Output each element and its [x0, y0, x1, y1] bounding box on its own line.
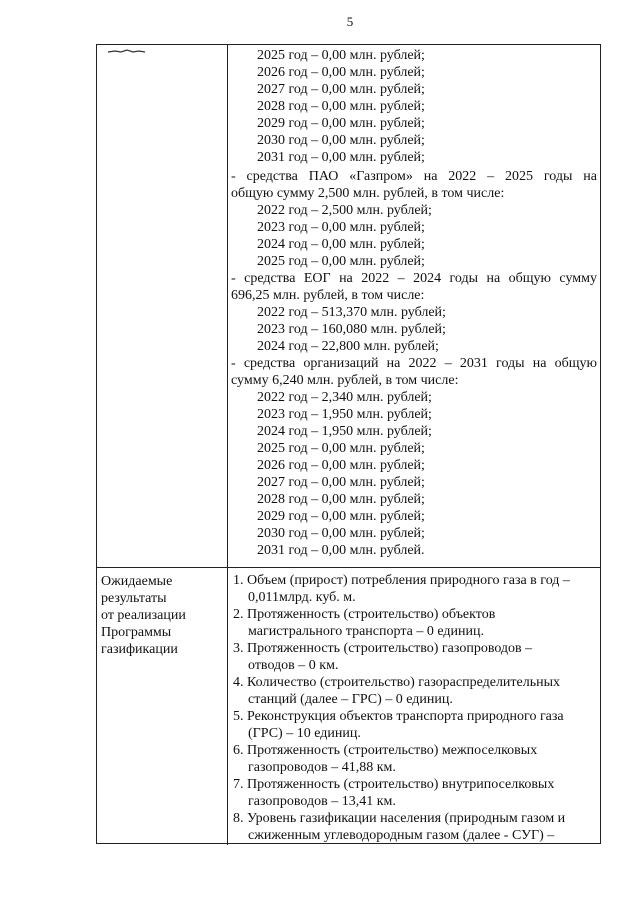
- eog-intro-line-2: 696,25 млн. рублей, в том числе:: [231, 288, 425, 303]
- result-item-line: 7. Протяженность (строительство) внутрипоселковых: [233, 777, 555, 792]
- result-item-line: 6. Протяженность (строительство) межпоселковых: [233, 743, 538, 758]
- funding-year-line: 2023 год – 160,080 млн. рублей;: [257, 322, 446, 337]
- page-number: 5: [346, 14, 354, 29]
- results-label-line: газификации: [101, 642, 178, 657]
- gazprom-intro-line-1: - средства ПАО «Газпром» на 2022 – 2025 годы на: [231, 169, 597, 184]
- gazprom-intro-line-2: общую сумму 2,500 млн. рублей, в том числе:: [231, 186, 505, 201]
- funding-year-line: 2024 год – 1,950 млн. рублей;: [257, 424, 432, 439]
- result-item-continuation: магистрального транспорта – 0 единиц.: [248, 624, 484, 639]
- funding-year-line: 2023 год – 1,950 млн. рублей;: [257, 407, 432, 422]
- funding-year-line: 2028 год – 0,00 млн. рублей;: [257, 99, 425, 114]
- funding-year-line: 2022 год – 2,340 млн. рублей;: [257, 390, 432, 405]
- funding-label-cell: [97, 45, 227, 567]
- result-item-line: 4. Количество (строительство) газораспределительных: [233, 675, 561, 690]
- funding-year-line: 2026 год – 0,00 млн. рублей;: [257, 65, 425, 80]
- funding-year-line: 2024 год – 22,800 млн. рублей;: [257, 339, 439, 354]
- eog-intro-line-1: - средства ЕОГ на 2022 – 2024 годы на общую сумму: [231, 271, 597, 286]
- results-label-line: Программы: [101, 625, 172, 640]
- result-item-line: 1. Объем (прирост) потребления природного газа в год –: [233, 573, 570, 588]
- funding-year-line: 2031 год – 0,00 млн. рублей;: [257, 150, 425, 165]
- funding-year-line: 2025 год – 0,00 млн. рублей;: [257, 254, 425, 269]
- funding-year-line: 2027 год – 0,00 млн. рублей;: [257, 475, 425, 490]
- results-label-cell: [97, 568, 227, 845]
- result-item-line: 3. Протяженность (строительство) газопроводов –: [233, 641, 533, 656]
- funding-year-line: 2025 год – 0,00 млн. рублей;: [257, 441, 425, 456]
- results-row: [97, 568, 600, 845]
- result-item-continuation: (ГРС) – 10 единиц.: [248, 726, 361, 741]
- funding-year-line: 2029 год – 0,00 млн. рублей;: [257, 509, 425, 524]
- result-item-continuation: 0,011млрд. куб. м.: [248, 590, 356, 605]
- org-intro-line-2: сумму 6,240 млн. рублей, в том числе:: [231, 373, 459, 388]
- passport-table: [96, 44, 601, 844]
- result-item-continuation: газопроводов – 13,41 км.: [248, 794, 396, 809]
- funding-year-line: 2022 год – 2,500 млн. рублей;: [257, 203, 432, 218]
- results-label-line: результаты: [101, 591, 167, 606]
- funding-year-line: 2030 год – 0,00 млн. рублей;: [257, 133, 425, 148]
- funding-year-line: 2028 год – 0,00 млн. рублей;: [257, 492, 425, 507]
- funding-year-line: 2026 год – 0,00 млн. рублей;: [257, 458, 425, 473]
- result-item-line: 5. Реконструкция объектов транспорта природного газа: [233, 709, 564, 724]
- funding-year-line: 2031 год – 0,00 млн. рублей.: [257, 543, 425, 558]
- result-item-continuation: отводов – 0 км.: [248, 658, 339, 673]
- results-label-line: Ожидаемые: [101, 574, 173, 589]
- result-item-continuation: станций (далее – ГРС) – 0 единиц.: [248, 692, 453, 707]
- funding-content-cell: [228, 45, 600, 567]
- funding-row: [97, 45, 600, 568]
- result-item-continuation: сжиженным углеводородным газом (далее - СУГ) –: [248, 828, 555, 843]
- result-item-line: 2. Протяженность (строительство) объектов: [233, 607, 496, 622]
- pen-mark-icon: [107, 47, 147, 55]
- results-label-line: от реализации: [101, 608, 186, 623]
- result-item-line: 8. Уровень газификации населения (природным газом и: [233, 811, 566, 826]
- funding-year-line: 2030 год – 0,00 млн. рублей;: [257, 526, 425, 541]
- org-intro-line-1: - средства организаций на 2022 – 2031 годы на общую: [231, 356, 597, 371]
- funding-year-line: 2022 год – 513,370 млн. рублей;: [257, 305, 446, 320]
- funding-year-line: 2024 год – 0,00 млн. рублей;: [257, 237, 425, 252]
- result-item-continuation: газопроводов – 41,88 км.: [248, 760, 396, 775]
- funding-year-line: 2025 год – 0,00 млн. рублей;: [257, 48, 425, 63]
- funding-year-line: 2027 год – 0,00 млн. рублей;: [257, 82, 425, 97]
- funding-year-line: 2023 год – 0,00 млн. рублей;: [257, 220, 425, 235]
- funding-year-line: 2029 год – 0,00 млн. рублей;: [257, 116, 425, 131]
- results-content-cell: [228, 568, 600, 845]
